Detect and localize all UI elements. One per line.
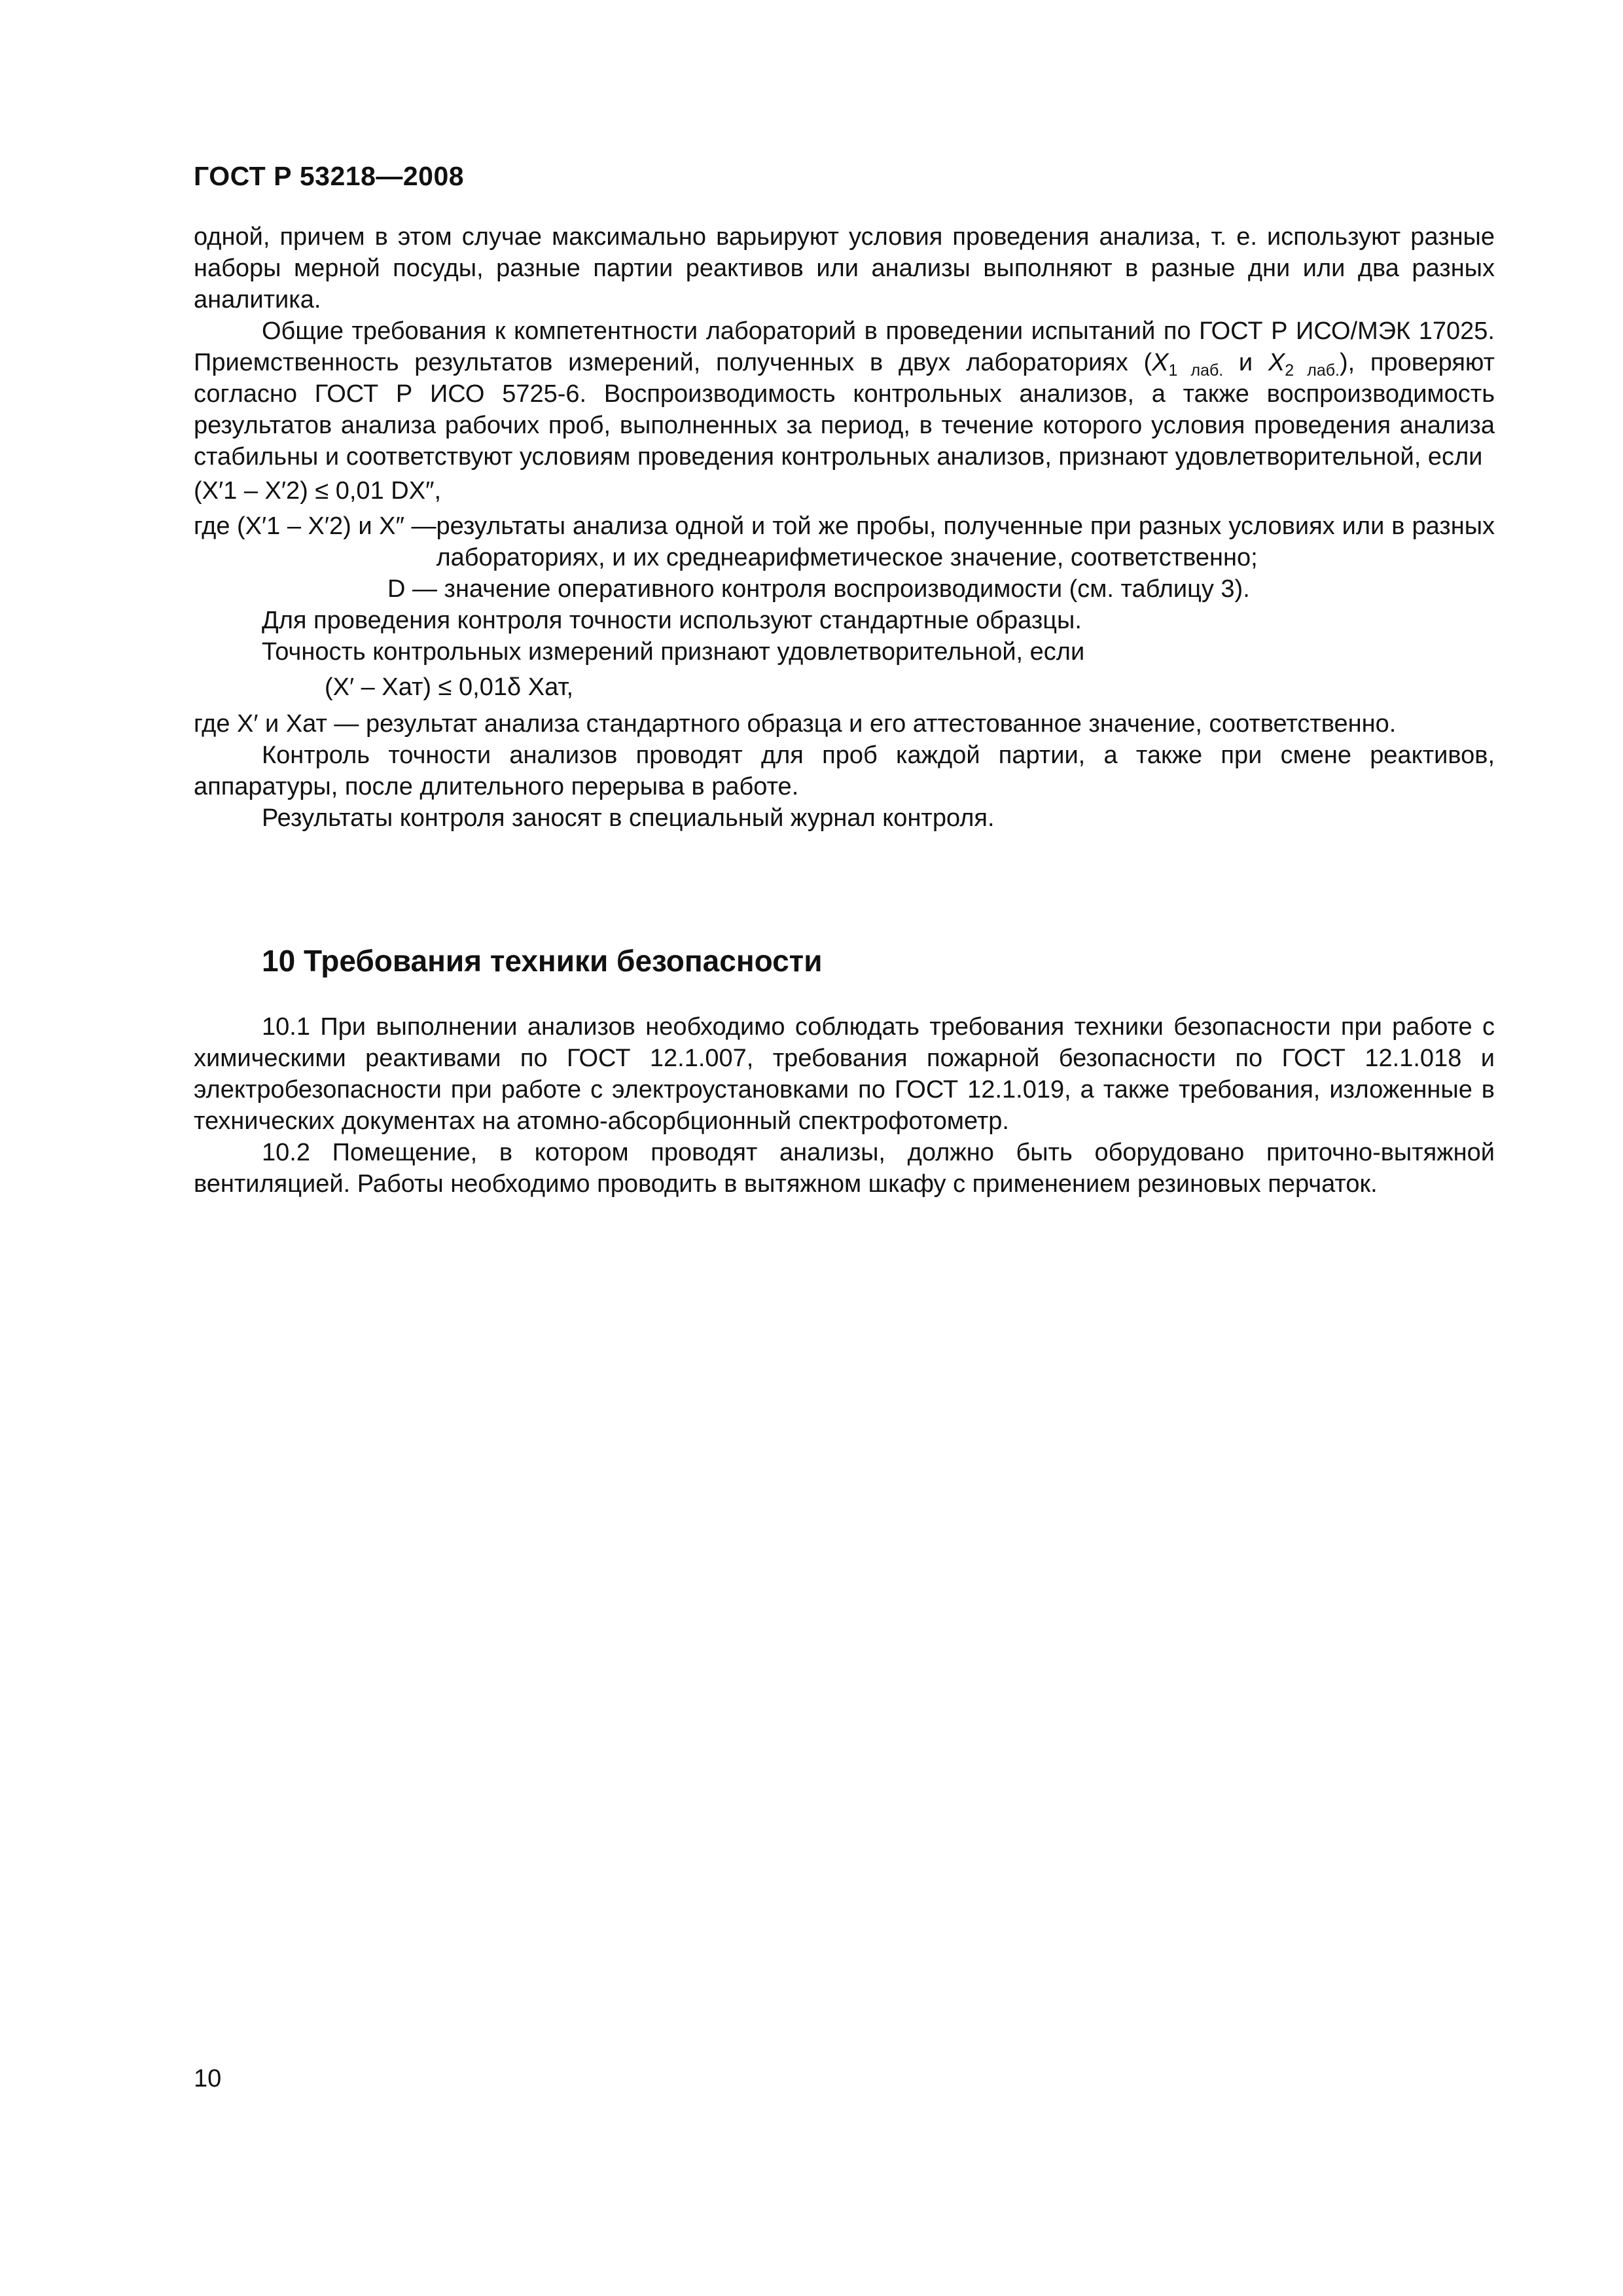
paragraph-continuation: одной, причем в этом случае максимально варьируют условия проведения анализа, т. е. используют разные наборы мерной посуды, разные партии реактивов или анализы выполняют в разные дни или два разных аналитика. xyxy=(194,223,1495,314)
body-text-block xyxy=(194,221,1495,834)
var-x1: X xyxy=(1152,349,1169,376)
section-10-body xyxy=(194,1011,1495,1200)
var-x2: X xyxy=(1268,349,1285,376)
conj-and: и xyxy=(1223,349,1268,376)
formula-legend-2: где X′ и Xат — результат анализа стандартного образца и его аттестованное значение, соответственно. xyxy=(194,710,1397,738)
paragraph-accuracy-criterion: Точность контрольных измерений признают удовлетворительной, если xyxy=(262,638,1085,666)
paragraph-10-2: 10.2 Помещение, в котором проводят анализы, должно быть оборудовано приточно-вытяжной вентиляцией. Работы необходимо проводить в вытяжном шкафу с применением резиновых перчаток. xyxy=(194,1139,1495,1198)
paragraph-accuracy-control: Контроль точности анализов проводят для проб каждой партии, а также при смене реактивов, аппаратуры, после длительного перерыва в работе. xyxy=(194,742,1495,800)
paragraph-competence xyxy=(194,315,1495,473)
paragraph-competence-part2: ), проверяют согласно ГОСТ Р ИСО 5725-6. Воспроизводимость контрольных анализов, а также воспроизводимость результатов анализа рабочих проб, выполненных за период, в течение которого условия проведения анализа стабильны и соответствуют условиям проведения контрольных анализов, признают удовлетворительной, если xyxy=(194,349,1495,471)
formula-accuracy: (X′ – Xат) ≤ 0,01δ Xат, xyxy=(325,673,574,701)
paragraph-journal: Результаты контроля заносят в специальный журнал контроля. xyxy=(262,804,995,832)
formula-reproducibility: (X′1 – X′2) ≤ 0,01 DX″, xyxy=(194,477,442,505)
legend-d: D — значение оперативного контроля воспроизводимости (см. таблицу 3). xyxy=(387,575,1250,603)
document-header: ГОСТ Р 53218—2008 xyxy=(194,161,465,191)
legend-1-label: где (X′1 – X′2) и X″ — xyxy=(194,512,437,540)
var-x1-sub: 1 лаб. xyxy=(1168,361,1224,380)
page-number: 10 xyxy=(194,2065,222,2092)
legend-1-text: результаты анализа одной и той же пробы, полученные при разных условиях или в разных лабораториях, и их среднеарифметическое значение, соответственно; xyxy=(436,512,1495,571)
var-x2-sub: 2 лаб. xyxy=(1285,361,1340,380)
paragraph-10-1: 10.1 При выполнении анализов необходимо соблюдать требования техники безопасности при работе с химическими реактивами по ГОСТ 12.1.007, требования пожарной безопасности по ГОСТ 12.1.018 и электробезопасности при работе с электроустановками по ГОСТ 12.1.019, а также требования, изложенные в технических документах на атомно-абсорбционный спектрофотометр. xyxy=(194,1013,1495,1135)
paragraph-accuracy-samples: Для проведения контроля точности используют стандартные образцы. xyxy=(262,607,1082,634)
formula-legend-1 xyxy=(194,511,1495,573)
paragraph-competence-part1: Общие требования к компетентности лабораторий в проведении испытаний по ГОСТ Р ИСО/МЭК 17025. Приемственность результатов измерений, полученных в двух лабораториях ( xyxy=(194,317,1495,376)
section-10-title: 10 Требования техники безопасности xyxy=(262,944,823,978)
